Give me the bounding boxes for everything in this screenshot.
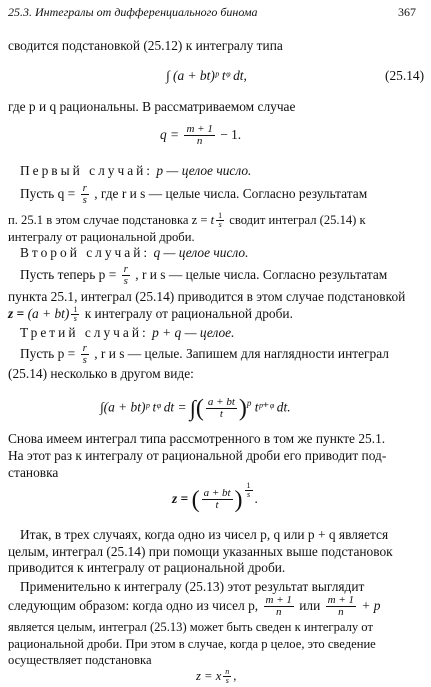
text-line: становка [8,465,59,480]
text-line: (25.14) несколько в другом виде: [8,366,194,381]
fraction: $\frac{m + 1}{n}$ [186,123,213,148]
text-line: следующим образом: когда одно из чисел p, $\frac{m + 1}{n}$ или $\frac{m + 1}{n}$ + p [8,594,381,619]
text-line: Пусть теперь p = $\frac{r}{s}$ , r и s — целые числа. Согласно результатам [20,263,388,288]
text-line: Снова имеем интеграл типа рассмотренного в том же пункте 25.1. [8,431,386,446]
section-title: 25.3. Интегралы от дифференциального бинома [8,5,258,19]
formula-q: q = $\frac{m + 1}{n}$ − 1. [160,123,242,148]
text-line: приводится к интегралу от рациональной дроби. [8,560,286,575]
formula-z-x: z = x $^{\frac{n}{s}}$ , [196,667,237,685]
formula-z-substitution: z = ( $\frac{a + bt}{t}$ ) $^{\frac{1}{s}}$ . [172,481,258,513]
text-line: пункта 25.1, интеграл (25.14) приводится в этом случае подстановкой [8,289,406,304]
text-line: Итак, в трех случаях, когда одно из чисел p, q или p + q является [20,527,389,542]
case-heading-3: Третий случай: p + q — целое. [20,325,235,340]
text-line: целым, интеграл (25.14) при помощи указанных выше подстановок [8,544,393,559]
formula-integral-25-14: ∫ (a + bt)ᵖ tᵠ dt, [166,68,247,83]
running-header [8,4,258,20]
text-line: Пусть p = $\frac{r}{s}$ , r и s — целые. Запишем для наглядности интеграл [20,342,389,367]
equation-number: (25.14) [385,68,425,83]
text-line: Пусть q = $\frac{r}{s}$ , где r и s — целые числа. Согласно результатам [20,182,368,207]
text-line: сводится подстановкой (25.12) к интегралу типа [8,38,283,53]
formula-integral-rewritten: ∫(a + bt)ᵖ tᵠ dt = ∫( $\frac{a + bt}{t}$ )$^p$ tᵖ⁺ᵠ dt. [100,395,291,422]
page-number: 367 [398,5,416,19]
text-line: п. 25.1 в этом случае подстановка z = t $^{\frac{1}{s}}$ сводит интеграл (25.14) к [8,211,366,229]
text-line: осуществляет подстановка [8,653,152,667]
text-line: где p и q рациональны. В рассматриваемом случае [8,99,296,114]
text-line: Применительно к интегралу (25.13) этот результат выглядит [20,579,365,594]
text-line: На этот раз к интегралу от рациональной дроби его приводит под- [8,448,387,463]
case-heading-1: Первый случай: p — целое число. [20,163,252,178]
text-line: является целым, интеграл (25.13) может быть сведен к интегралу от [8,620,373,634]
text-line: интегралу от рациональной дроби. [8,230,195,244]
text-line: z = (a + bt) $^{\frac{1}{s}}$ к интегралу от рациональной дроби. [8,305,293,323]
case-heading-2: Второй случай: q — целое число. [20,245,249,260]
text-line: рациональной дроби. При этом в случае, когда p целое, это сведение [8,637,376,651]
